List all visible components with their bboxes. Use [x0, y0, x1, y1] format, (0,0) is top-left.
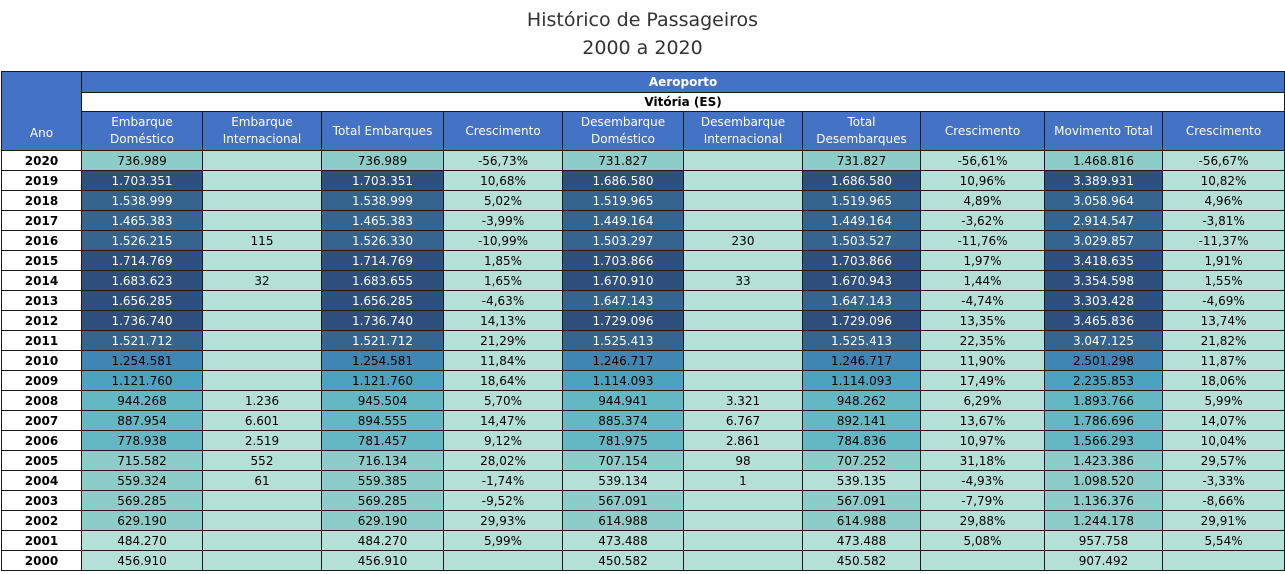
- cell-desembarque-domestico: 1.519.965: [563, 191, 684, 211]
- cell-desembarque-internacional: [684, 531, 803, 551]
- cell-crescimento-embarques: [444, 551, 563, 571]
- cell-crescimento-desembarques: 1,97%: [921, 251, 1045, 271]
- cell-movimento-total: 957.758: [1045, 531, 1163, 551]
- cell-crescimento-total: -8,66%: [1163, 491, 1285, 511]
- cell-total-embarques: 1.736.740: [322, 311, 444, 331]
- cell-total-desembarques: 1.114.093: [803, 371, 921, 391]
- cell-crescimento-total: 21,82%: [1163, 331, 1285, 351]
- cell-desembarque-domestico: 1.114.093: [563, 371, 684, 391]
- cell-total-desembarques: 707.252: [803, 451, 921, 471]
- cell-crescimento-desembarques: 13,67%: [921, 411, 1045, 431]
- cell-movimento-total: 1.893.766: [1045, 391, 1163, 411]
- cell-movimento-total: 3.303.428: [1045, 291, 1163, 311]
- cell-embarque-domestico: 736.989: [82, 151, 203, 171]
- cell-embarque-domestico: 456.910: [82, 551, 203, 571]
- cell-desembarque-domestico: 1.670.910: [563, 271, 684, 291]
- cell-crescimento-total: 14,07%: [1163, 411, 1285, 431]
- cell-total-desembarques: 1.729.096: [803, 311, 921, 331]
- cell-desembarque-domestico: 1.246.717: [563, 351, 684, 371]
- cell-desembarque-internacional: [684, 551, 803, 571]
- cell-crescimento-total: 10,82%: [1163, 171, 1285, 191]
- year-cell: 2017: [2, 211, 82, 231]
- table-row: [2, 531, 1285, 551]
- cell-total-desembarques: 1.525.413: [803, 331, 921, 351]
- cell-desembarque-domestico: 473.488: [563, 531, 684, 551]
- cell-crescimento-embarques: 1,85%: [444, 251, 563, 271]
- header-ano-label: Ano: [29, 126, 54, 140]
- table-row: [2, 211, 1285, 231]
- cell-total-embarques: 1.714.769: [322, 251, 444, 271]
- cell-movimento-total: 2.501.298: [1045, 351, 1163, 371]
- cell-desembarque-domestico: 450.582: [563, 551, 684, 571]
- table-row: [2, 451, 1285, 471]
- year-cell: 2020: [2, 151, 82, 171]
- table-row: [2, 371, 1285, 391]
- table-row: [2, 271, 1285, 291]
- cell-embarque-internacional: [203, 191, 322, 211]
- table-row: [2, 411, 1285, 431]
- cell-crescimento-desembarques: 4,89%: [921, 191, 1045, 211]
- cell-crescimento-total: [1163, 551, 1285, 571]
- year-cell: 2001: [2, 531, 82, 551]
- cell-embarque-internacional: [203, 351, 322, 371]
- cell-movimento-total: 1.098.520: [1045, 471, 1163, 491]
- cell-embarque-domestico: 944.268: [82, 391, 203, 411]
- cell-total-embarques: 629.190: [322, 511, 444, 531]
- cell-desembarque-domestico: 781.975: [563, 431, 684, 451]
- cell-desembarque-internacional: [684, 171, 803, 191]
- cell-movimento-total: 1.566.293: [1045, 431, 1163, 451]
- header-ano: [2, 72, 82, 151]
- cell-crescimento-total: 13,74%: [1163, 311, 1285, 331]
- cell-movimento-total: 1.136.376: [1045, 491, 1163, 511]
- header-crescimento-embarques: Crescimento: [444, 112, 563, 151]
- cell-embarque-domestico: 1.538.999: [82, 191, 203, 211]
- cell-crescimento-embarques: 21,29%: [444, 331, 563, 351]
- table-row: [2, 231, 1285, 251]
- cell-crescimento-total: 18,06%: [1163, 371, 1285, 391]
- cell-crescimento-embarques: 14,13%: [444, 311, 563, 331]
- cell-embarque-domestico: 778.938: [82, 431, 203, 451]
- table-row: [2, 351, 1285, 371]
- year-cell: 2005: [2, 451, 82, 471]
- cell-total-desembarques: 473.488: [803, 531, 921, 551]
- cell-desembarque-internacional: 3.321: [684, 391, 803, 411]
- cell-desembarque-internacional: [684, 491, 803, 511]
- cell-crescimento-embarques: 10,68%: [444, 171, 563, 191]
- cell-desembarque-domestico: 1.503.297: [563, 231, 684, 251]
- cell-crescimento-embarques: 1,65%: [444, 271, 563, 291]
- table-row: [2, 291, 1285, 311]
- cell-crescimento-total: -3,33%: [1163, 471, 1285, 491]
- header-total-desembarques: Total Desembarques: [803, 112, 921, 151]
- header-crescimento-total: Crescimento: [1163, 112, 1285, 151]
- year-cell: 2008: [2, 391, 82, 411]
- cell-embarque-internacional: [203, 251, 322, 271]
- table-row: [2, 251, 1285, 271]
- cell-crescimento-desembarques: 10,96%: [921, 171, 1045, 191]
- cell-embarque-internacional: [203, 331, 322, 351]
- table-row: [2, 171, 1285, 191]
- year-cell: 2003: [2, 491, 82, 511]
- cell-crescimento-desembarques: 13,35%: [921, 311, 1045, 331]
- cell-total-desembarques: 450.582: [803, 551, 921, 571]
- cell-crescimento-desembarques: -3,62%: [921, 211, 1045, 231]
- cell-embarque-internacional: [203, 171, 322, 191]
- year-cell: 2004: [2, 471, 82, 491]
- cell-total-embarques: 1.656.285: [322, 291, 444, 311]
- year-cell: 2011: [2, 331, 82, 351]
- cell-crescimento-total: -4,69%: [1163, 291, 1285, 311]
- table-row: [2, 191, 1285, 211]
- cell-crescimento-total: 29,57%: [1163, 451, 1285, 471]
- header-desembarque-domestico: Desembarque Doméstico: [563, 112, 684, 151]
- table-row: [2, 151, 1285, 171]
- cell-total-desembarques: 784.836: [803, 431, 921, 451]
- cell-embarque-internacional: 1.236: [203, 391, 322, 411]
- cell-embarque-internacional: 61: [203, 471, 322, 491]
- cell-total-embarques: 736.989: [322, 151, 444, 171]
- table-row: [2, 551, 1285, 571]
- table-row: [2, 311, 1285, 331]
- cell-embarque-domestico: 1.683.623: [82, 271, 203, 291]
- cell-desembarque-internacional: [684, 331, 803, 351]
- cell-total-embarques: 569.285: [322, 491, 444, 511]
- cell-desembarque-internacional: [684, 311, 803, 331]
- cell-crescimento-desembarques: -4,93%: [921, 471, 1045, 491]
- cell-movimento-total: 3.047.125: [1045, 331, 1163, 351]
- cell-total-desembarques: 731.827: [803, 151, 921, 171]
- cell-crescimento-total: 10,04%: [1163, 431, 1285, 451]
- cell-movimento-total: 3.029.857: [1045, 231, 1163, 251]
- cell-total-embarques: 1.254.581: [322, 351, 444, 371]
- cell-embarque-internacional: 2.519: [203, 431, 322, 451]
- cell-crescimento-embarques: 5,70%: [444, 391, 563, 411]
- cell-total-desembarques: 539.135: [803, 471, 921, 491]
- cell-crescimento-total: 11,87%: [1163, 351, 1285, 371]
- cell-movimento-total: 3.389.931: [1045, 171, 1163, 191]
- page-title: Histórico de Passageiros: [526, 9, 759, 31]
- cell-crescimento-desembarques: -56,61%: [921, 151, 1045, 171]
- cell-movimento-total: 1.423.386: [1045, 451, 1163, 471]
- cell-embarque-domestico: 1.465.383: [82, 211, 203, 231]
- cell-total-desembarques: 1.686.580: [803, 171, 921, 191]
- cell-crescimento-desembarques: 6,29%: [921, 391, 1045, 411]
- table-row: [2, 391, 1285, 411]
- cell-desembarque-domestico: 1.647.143: [563, 291, 684, 311]
- cell-movimento-total: 3.418.635: [1045, 251, 1163, 271]
- cell-embarque-domestico: 1.714.769: [82, 251, 203, 271]
- cell-crescimento-desembarques: [921, 551, 1045, 571]
- cell-embarque-internacional: [203, 551, 322, 571]
- cell-total-embarques: 945.504: [322, 391, 444, 411]
- cell-desembarque-internacional: [684, 351, 803, 371]
- table-row: [2, 491, 1285, 511]
- cell-desembarque-internacional: 33: [684, 271, 803, 291]
- table-row: [2, 511, 1285, 531]
- cell-crescimento-embarques: 18,64%: [444, 371, 563, 391]
- table-row: [2, 431, 1285, 451]
- cell-crescimento-desembarques: 31,18%: [921, 451, 1045, 471]
- cell-embarque-domestico: 629.190: [82, 511, 203, 531]
- cell-movimento-total: 3.058.964: [1045, 191, 1163, 211]
- cell-crescimento-desembarques: 22,35%: [921, 331, 1045, 351]
- header-desembarque-internacional: Desembarque Internacional: [684, 112, 803, 151]
- cell-total-embarques: 1.521.712: [322, 331, 444, 351]
- cell-desembarque-domestico: 1.449.164: [563, 211, 684, 231]
- cell-crescimento-desembarques: 10,97%: [921, 431, 1045, 451]
- cell-crescimento-desembarques: 11,90%: [921, 351, 1045, 371]
- cell-movimento-total: 2.235.853: [1045, 371, 1163, 391]
- cell-movimento-total: 2.914.547: [1045, 211, 1163, 231]
- cell-embarque-domestico: 1.736.740: [82, 311, 203, 331]
- cell-desembarque-internacional: 6.767: [684, 411, 803, 431]
- cell-embarque-internacional: [203, 491, 322, 511]
- cell-crescimento-embarques: -1,74%: [444, 471, 563, 491]
- page-subtitle: 2000 a 2020: [582, 37, 703, 59]
- header-total-embarques: Total Embarques: [322, 112, 444, 151]
- cell-embarque-internacional: [203, 311, 322, 331]
- header-crescimento-desembarques: Crescimento: [921, 112, 1045, 151]
- cell-crescimento-embarques: 14,47%: [444, 411, 563, 431]
- cell-embarque-domestico: 559.324: [82, 471, 203, 491]
- table-row: [2, 471, 1285, 491]
- cell-total-desembarques: 1.449.164: [803, 211, 921, 231]
- cell-total-desembarques: 1.670.943: [803, 271, 921, 291]
- cell-embarque-internacional: [203, 291, 322, 311]
- header-movimento-total: Movimento Total: [1045, 112, 1163, 151]
- cell-total-desembarques: 567.091: [803, 491, 921, 511]
- cell-desembarque-internacional: 230: [684, 231, 803, 251]
- cell-desembarque-domestico: 1.729.096: [563, 311, 684, 331]
- cell-total-embarques: 894.555: [322, 411, 444, 431]
- year-cell: 2018: [2, 191, 82, 211]
- cell-total-desembarques: 1.503.527: [803, 231, 921, 251]
- cell-desembarque-domestico: 567.091: [563, 491, 684, 511]
- cell-movimento-total: 1.244.178: [1045, 511, 1163, 531]
- cell-crescimento-embarques: -9,52%: [444, 491, 563, 511]
- cell-total-desembarques: 1.246.717: [803, 351, 921, 371]
- cell-desembarque-internacional: [684, 291, 803, 311]
- header-embarque-internacional: Embarque Internacional: [203, 112, 322, 151]
- cell-embarque-domestico: 1.656.285: [82, 291, 203, 311]
- cell-embarque-domestico: 569.285: [82, 491, 203, 511]
- cell-desembarque-internacional: [684, 511, 803, 531]
- cell-total-desembarques: 1.647.143: [803, 291, 921, 311]
- cell-crescimento-total: 5,54%: [1163, 531, 1285, 551]
- cell-movimento-total: 1.786.696: [1045, 411, 1163, 431]
- cell-movimento-total: 907.492: [1045, 551, 1163, 571]
- cell-crescimento-total: -11,37%: [1163, 231, 1285, 251]
- cell-desembarque-domestico: 614.988: [563, 511, 684, 531]
- year-cell: 2016: [2, 231, 82, 251]
- cell-crescimento-embarques: -3,99%: [444, 211, 563, 231]
- cell-crescimento-total: 1,55%: [1163, 271, 1285, 291]
- passenger-history-table: [1, 71, 1285, 571]
- cell-embarque-internacional: 115: [203, 231, 322, 251]
- cell-embarque-domestico: 1.121.760: [82, 371, 203, 391]
- cell-crescimento-total: 1,91%: [1163, 251, 1285, 271]
- cell-total-embarques: 716.134: [322, 451, 444, 471]
- year-cell: 2007: [2, 411, 82, 431]
- cell-total-desembarques: 1.519.965: [803, 191, 921, 211]
- cell-embarque-domestico: 1.521.712: [82, 331, 203, 351]
- cell-crescimento-desembarques: -4,74%: [921, 291, 1045, 311]
- cell-embarque-internacional: [203, 211, 322, 231]
- year-cell: 2015: [2, 251, 82, 271]
- table-row: [2, 331, 1285, 351]
- cell-crescimento-total: -56,67%: [1163, 151, 1285, 171]
- cell-crescimento-embarques: -56,73%: [444, 151, 563, 171]
- cell-total-desembarques: 948.262: [803, 391, 921, 411]
- cell-embarque-internacional: 6.601: [203, 411, 322, 431]
- cell-desembarque-domestico: 539.134: [563, 471, 684, 491]
- cell-desembarque-domestico: 944.941: [563, 391, 684, 411]
- year-cell: 2012: [2, 311, 82, 331]
- cell-desembarque-domestico: 707.154: [563, 451, 684, 471]
- cell-total-embarques: 1.121.760: [322, 371, 444, 391]
- cell-embarque-internacional: [203, 531, 322, 551]
- cell-crescimento-embarques: 5,99%: [444, 531, 563, 551]
- cell-crescimento-embarques: 11,84%: [444, 351, 563, 371]
- year-cell: 2000: [2, 551, 82, 571]
- cell-crescimento-desembarques: 5,08%: [921, 531, 1045, 551]
- year-cell: 2013: [2, 291, 82, 311]
- cell-crescimento-embarques: 29,93%: [444, 511, 563, 531]
- cell-embarque-domestico: 484.270: [82, 531, 203, 551]
- cell-crescimento-embarques: -4,63%: [444, 291, 563, 311]
- cell-embarque-domestico: 887.954: [82, 411, 203, 431]
- cell-total-embarques: 1.526.330: [322, 231, 444, 251]
- cell-desembarque-internacional: [684, 211, 803, 231]
- cell-total-desembarques: 1.703.866: [803, 251, 921, 271]
- header-group-aeroporto: Aeroporto: [82, 72, 1285, 93]
- cell-crescimento-embarques: -10,99%: [444, 231, 563, 251]
- cell-embarque-internacional: [203, 511, 322, 531]
- cell-desembarque-internacional: 1: [684, 471, 803, 491]
- cell-movimento-total: 1.468.816: [1045, 151, 1163, 171]
- year-cell: 2010: [2, 351, 82, 371]
- cell-embarque-internacional: [203, 151, 322, 171]
- cell-crescimento-desembarques: -7,79%: [921, 491, 1045, 511]
- cell-movimento-total: 3.354.598: [1045, 271, 1163, 291]
- cell-embarque-internacional: 552: [203, 451, 322, 471]
- year-cell: 2014: [2, 271, 82, 291]
- cell-crescimento-total: 4,96%: [1163, 191, 1285, 211]
- cell-crescimento-embarques: 5,02%: [444, 191, 563, 211]
- cell-crescimento-total: -3,81%: [1163, 211, 1285, 231]
- cell-embarque-domestico: 1.703.351: [82, 171, 203, 191]
- cell-total-embarques: 559.385: [322, 471, 444, 491]
- cell-desembarque-internacional: 2.861: [684, 431, 803, 451]
- cell-crescimento-desembarques: -11,76%: [921, 231, 1045, 251]
- cell-desembarque-domestico: 885.374: [563, 411, 684, 431]
- cell-total-desembarques: 892.141: [803, 411, 921, 431]
- cell-desembarque-domestico: 731.827: [563, 151, 684, 171]
- cell-crescimento-desembarques: 29,88%: [921, 511, 1045, 531]
- cell-crescimento-embarques: 28,02%: [444, 451, 563, 471]
- cell-total-embarques: 1.538.999: [322, 191, 444, 211]
- cell-desembarque-domestico: 1.686.580: [563, 171, 684, 191]
- cell-movimento-total: 3.465.836: [1045, 311, 1163, 331]
- cell-crescimento-total: 29,91%: [1163, 511, 1285, 531]
- cell-desembarque-internacional: [684, 151, 803, 171]
- cell-embarque-internacional: [203, 371, 322, 391]
- cell-desembarque-domestico: 1.525.413: [563, 331, 684, 351]
- header-airport-name: Vitória (ES): [82, 93, 1285, 112]
- cell-embarque-domestico: 1.254.581: [82, 351, 203, 371]
- cell-total-embarques: 1.703.351: [322, 171, 444, 191]
- cell-desembarque-internacional: 98: [684, 451, 803, 471]
- cell-desembarque-internacional: [684, 251, 803, 271]
- cell-desembarque-internacional: [684, 191, 803, 211]
- year-cell: 2002: [2, 511, 82, 531]
- cell-crescimento-desembarques: 17,49%: [921, 371, 1045, 391]
- cell-embarque-domestico: 1.526.215: [82, 231, 203, 251]
- cell-embarque-internacional: 32: [203, 271, 322, 291]
- year-cell: 2006: [2, 431, 82, 451]
- cell-crescimento-desembarques: 1,44%: [921, 271, 1045, 291]
- cell-total-desembarques: 614.988: [803, 511, 921, 531]
- cell-total-embarques: 456.910: [322, 551, 444, 571]
- cell-embarque-domestico: 715.582: [82, 451, 203, 471]
- cell-total-embarques: 484.270: [322, 531, 444, 551]
- cell-total-embarques: 781.457: [322, 431, 444, 451]
- year-cell: 2019: [2, 171, 82, 191]
- cell-total-embarques: 1.465.383: [322, 211, 444, 231]
- cell-desembarque-domestico: 1.703.866: [563, 251, 684, 271]
- header-embarque-domestico: Embarque Doméstico: [82, 112, 203, 151]
- cell-desembarque-internacional: [684, 371, 803, 391]
- cell-total-embarques: 1.683.655: [322, 271, 444, 291]
- cell-crescimento-embarques: 9,12%: [444, 431, 563, 451]
- cell-crescimento-total: 5,99%: [1163, 391, 1285, 411]
- year-cell: 2009: [2, 371, 82, 391]
